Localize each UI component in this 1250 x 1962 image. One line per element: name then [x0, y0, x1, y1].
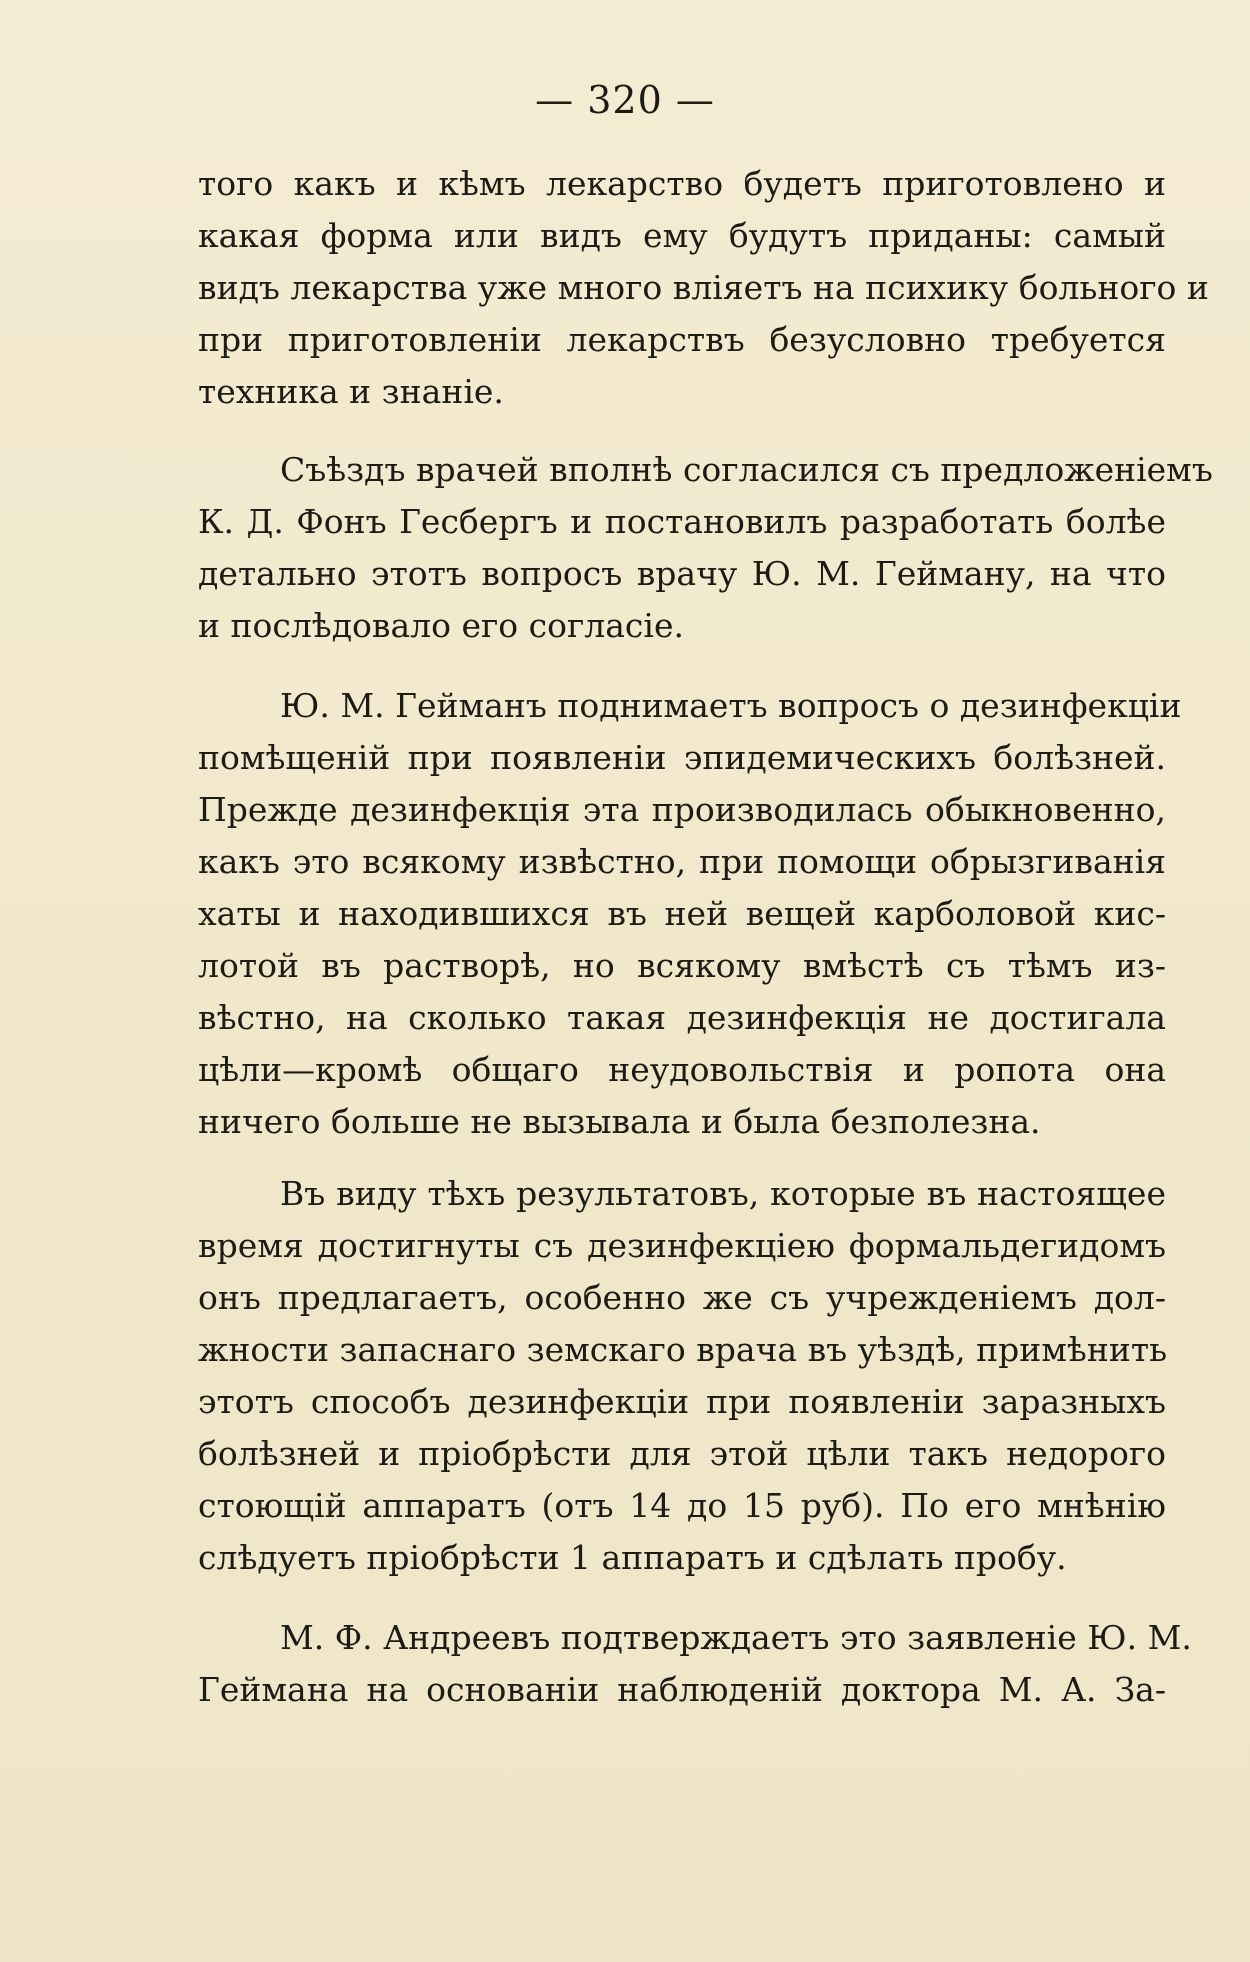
text-line: ничего больше не вызывала и была безполезна.: [198, 1102, 1041, 1141]
text-line: и послѣдовало его согласіе.: [198, 606, 684, 645]
text-line: онъ предлагаетъ, особенно же съ учрежденіемъ дол-: [198, 1278, 1166, 1317]
paragraph-4: [198, 1168, 1166, 1584]
text-line: К. Д. Фонъ Гесбергъ и постановилъ разработать болѣе: [198, 502, 1166, 541]
text-line: Ю. М. Гейманъ поднимаетъ вопросъ о дезинфекціи: [280, 686, 1182, 725]
text-line: цѣли—кромѣ общаго неудовольствія и ропота она: [198, 1050, 1166, 1089]
paragraph-5: [198, 1612, 1192, 1716]
text-line: техника и знаніе.: [198, 372, 504, 411]
text-line: Геймана на основаніи наблюденій доктора М. А. За-: [198, 1670, 1166, 1709]
paragraph-1: [198, 158, 1209, 418]
text-line: вѣстно, на сколько такая дезинфекція не достигала: [198, 998, 1166, 1037]
text-line: при приготовленіи лекарствъ безусловно требуется: [198, 320, 1166, 359]
text-line: время достигнуты съ дезинфекціею формальдегидомъ: [198, 1226, 1166, 1265]
text-line: лотой въ растворѣ, но всякому вмѣстѣ съ тѣмъ из-: [198, 946, 1166, 985]
paragraph-3: [198, 680, 1182, 1148]
text-line: Прежде дезинфекція эта производилась обыкновенно,: [198, 790, 1166, 829]
text-line: помѣщеній при появленіи эпидемическихъ болѣзней.: [198, 738, 1166, 777]
text-line: того какъ и кѣмъ лекарство будетъ приготовлено и: [198, 164, 1166, 203]
text-line: какъ это всякому извѣстно, при помощи обрызгиванія: [198, 842, 1166, 881]
text-line: видъ лекарства уже много вліяетъ на психику больного и: [198, 268, 1209, 307]
text-line: какая форма или видъ ему будутъ приданы: самый: [198, 216, 1166, 255]
text-line: хаты и находившихся въ ней вещей карболовой кис-: [198, 894, 1166, 933]
text-line: детально этотъ вопросъ врачу Ю. М. Гейману, на что: [198, 554, 1166, 593]
page-number: — 320 —: [535, 78, 715, 122]
text-line: слѣдуетъ пріобрѣсти 1 аппаратъ и сдѣлать пробу.: [198, 1538, 1067, 1577]
text-line: Съѣздъ врачей вполнѣ согласился съ предложеніемъ: [280, 450, 1213, 489]
text-line: жности запаснаго земскаго врача въ уѣздѣ, примѣнить: [198, 1330, 1168, 1369]
text-line: стоющій аппаратъ (отъ 14 до 15 руб). По его мнѣнію: [198, 1486, 1166, 1525]
text-line: Въ виду тѣхъ результатовъ, которые въ настоящее: [280, 1174, 1166, 1213]
paragraph-2: [198, 444, 1213, 652]
text-line: болѣзней и пріобрѣсти для этой цѣли такъ недорого: [198, 1434, 1166, 1473]
text-line: М. Ф. Андреевъ подтверждаетъ это заявленіе Ю. М.: [280, 1618, 1192, 1657]
text-line: этотъ способъ дезинфекціи при появленіи заразныхъ: [198, 1382, 1166, 1421]
